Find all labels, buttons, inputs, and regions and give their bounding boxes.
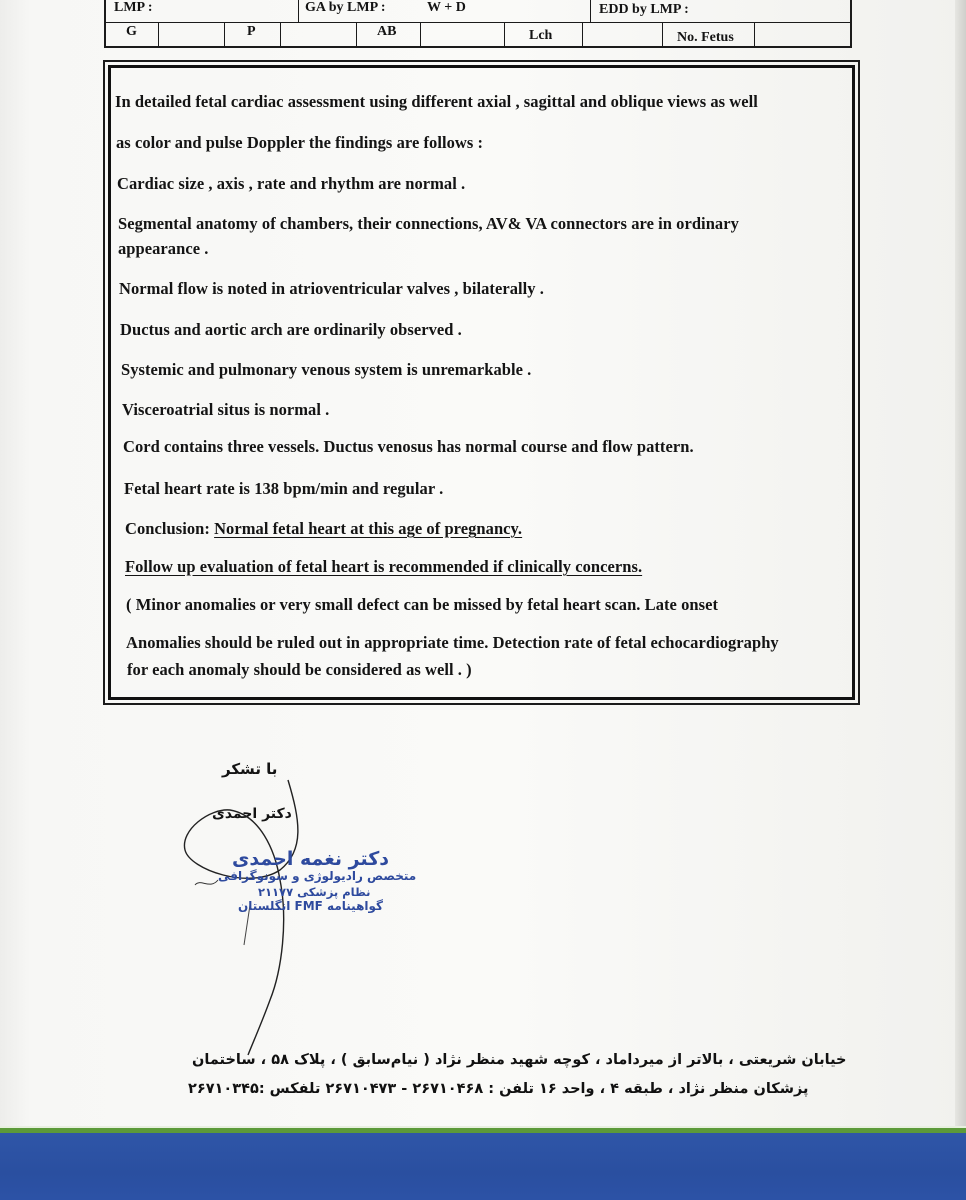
para-cell	[224, 23, 280, 47]
footer-blue-band	[0, 1133, 966, 1200]
fetus-value	[754, 23, 850, 47]
report-line: Cardiac size , axis , rate and rhythm are normal .	[117, 174, 466, 193]
ga-value: W + D	[427, 0, 466, 15]
footer-address: خیابان شریعتی ، بالاتر از میرداماد ، کوچه شهید منظر نژاد ( نیام‌سابق ) ، پلاک ۵۸ ، ساختمان	[192, 1052, 847, 1068]
fetus-label: No. Fetus	[677, 30, 734, 45]
lch-label: Lch	[529, 28, 553, 43]
disclaimer-line: Anomalies should be ruled out in appropriate time. Detection rate of fetal echocardiography	[126, 633, 779, 652]
report-line: Cord contains three vessels. Ductus venosus has normal course and flow pattern.	[123, 437, 694, 456]
disclaimer-line: for each anomaly should be considered as well . )	[127, 660, 472, 679]
edd-cell	[590, 0, 850, 22]
stamp-license: نظام پزشکی ۲۱۱۷۷	[258, 885, 371, 899]
conclusion-label: Conclusion:	[125, 519, 210, 538]
report-line: Segmental anatomy of chambers, their connections, AV& VA connectors are in ordinary	[118, 214, 739, 233]
footer-contact: پزشکان منظر نژاد ، طبقه ۴ ، واحد ۱۶ تلفن : ۲۶۷۱۰۴۶۸ - ۲۶۷۱۰۴۷۳ تلفکس :۲۶۷۱۰۳۴۵	[188, 1081, 809, 1097]
report-line: Ductus and aortic arch are ordinarily observed .	[120, 320, 462, 339]
report-line: Systemic and pulmonary venous system is unremarkable .	[121, 360, 532, 379]
disclaimer-line: ( Minor anomalies or very small defect can be missed by fetal heart scan. Late onset	[126, 595, 719, 614]
ga-label: GA by LMP :	[305, 0, 386, 15]
thanks-text: با تشکر	[222, 760, 278, 778]
abortion-cell	[356, 23, 420, 47]
stamp-name: دکتر نغمه احمدی	[232, 848, 390, 870]
lch-value	[582, 23, 662, 47]
report-line: Normal flow is noted in atrioventricular valves , bilaterally .	[119, 279, 544, 298]
gravida-label: G	[126, 24, 137, 39]
para-value	[280, 23, 356, 47]
report-line: In detailed fetal cardiac assessment using different axial , sagittal and oblique views as well	[115, 92, 758, 111]
abortion-label: AB	[377, 24, 397, 39]
patient-info-grid	[104, 0, 852, 48]
report-line: appearance .	[118, 239, 209, 258]
lch-cell	[504, 23, 582, 47]
ga-cell	[298, 0, 590, 22]
doctor-name: دکتر احمدی	[212, 806, 292, 822]
info-row-2	[106, 22, 850, 47]
lmp-label: LMP :	[114, 0, 153, 15]
conclusion	[125, 519, 522, 539]
edd-label: EDD by LMP :	[599, 2, 689, 17]
stamp-specialty: متخصص رادیولوژی و سونوگرافی	[218, 869, 417, 883]
abortion-value	[420, 23, 504, 47]
report-line: Fetal heart rate is 138 bpm/min and regular .	[124, 479, 444, 498]
gravida-value	[158, 23, 224, 47]
conclusion-text: Normal fetal heart at this age of pregnancy.	[214, 519, 523, 538]
stamp-certificate: گواهینامه FMF انگلستان	[238, 899, 383, 913]
page-edge	[955, 0, 966, 1200]
report-line: as color and pulse Doppler the findings are follows :	[116, 133, 484, 152]
info-row-1	[106, 0, 850, 22]
para-label: P	[247, 24, 256, 39]
report-line: Visceroatrial situs is normal .	[122, 400, 330, 419]
fetus-cell	[662, 23, 754, 47]
follow-up-note: Follow up evaluation of fetal heart is recommended if clinically concerns.	[125, 557, 643, 576]
